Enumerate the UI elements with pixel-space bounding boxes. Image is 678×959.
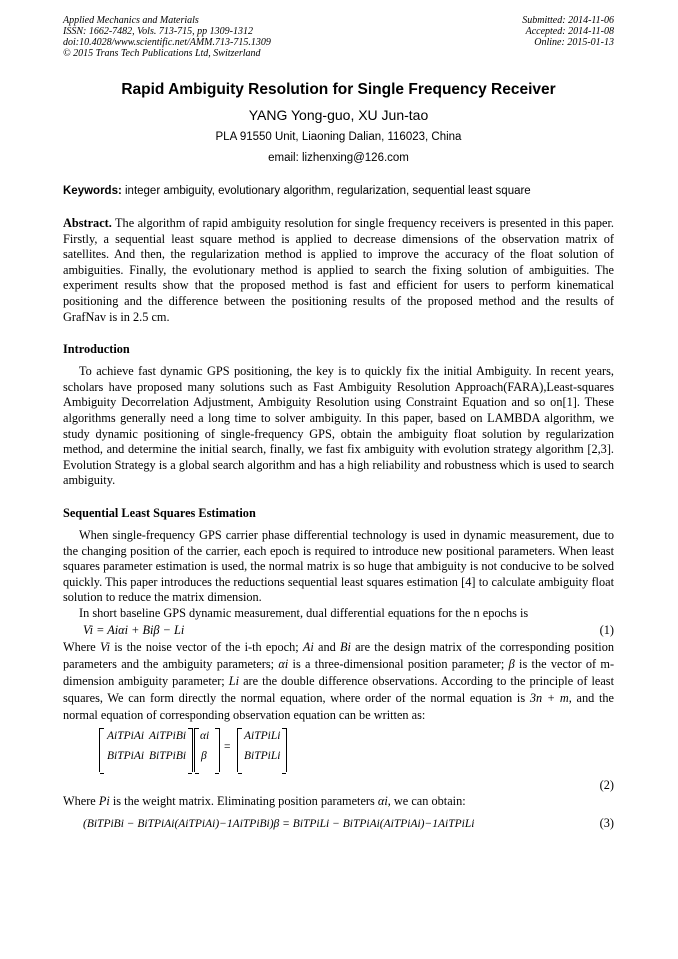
equation-1-number: (1) — [599, 623, 614, 638]
equation-3-body: (BiTPiBi − BiTPiAi(AiTPiAi)−1AiTPiBi)β = BiTPiLi − BiTPiAi(AiTPiAi)−1AiTPiLi — [83, 818, 475, 831]
submission-dates — [522, 15, 614, 48]
paper-title: Rapid Ambiguity Resolution for Single Frequency Receiver — [121, 81, 556, 98]
journal-info — [63, 15, 271, 59]
journal-issn: ISSN: 1662-7482, Vols. 713-715, pp 1309-1312 — [63, 26, 253, 37]
matrix-cell-11: AiTPiAi — [107, 730, 145, 743]
where-paragraph-1: Where Vi is the noise vector of the i-th epoch; Ai and Bi are the design matrix of the corresponding position parameters and the ambiguity parameters; αi is a three-dimensional position parameter; β is the vector of m-dimension ambiguity parameter; Li are the double difference observations. According to the principle of least squares, We can form directly the normal equation, where order of the normal equation is 3n + m, and the normal equation of corresponding observation equation can be written as: — [63, 640, 615, 723]
intro-heading: Introduction — [63, 342, 130, 357]
abstract-text: The algorithm of rapid ambiguity resolution for single frequency receivers is presented in this paper. Firstly, a sequential least square method is applied to decrease dimensions of the observation matrix of satellites. And then, the regularization method is applied to improve the accuracy of the float solution of ambiguities. Finally, the evolutionary method is applied to search the fixing solution of ambiguities. The experiment results show that the proposed method is fast and efficient for users to perform kinematical positioning and the difference between the positioning results of the proposed method and the results of GrafNav is in 2.5 cm. — [63, 216, 614, 324]
author-email: email: lizhenxing@126.com — [268, 152, 409, 164]
equation-1-body: Vi = Aiαi + Biβ − Li — [83, 623, 185, 638]
journal-name: Applied Mechanics and Materials — [63, 15, 199, 26]
journal-copyright: © 2015 Trans Tech Publications Ltd, Switzerland — [63, 48, 261, 59]
intro-paragraph: To achieve fast dynamic GPS positioning, the key is to quickly fix the initial Ambiguity. In recent years, scholars have proposed many solutions such as Fast Ambiguity Resolution Approach(FARA),Least-squares Ambiguity Decorrelation Adjustment, Ambiguity Resolution using Constraint Equation and so on[1]. These algorithms generally need a long time to solver ambiguity. In this paper, based on LAMBDA algorithm, we study dynamic positioning of single-frequency GPS, obtain the ambiguity float solution by regularization method, and determine the initial search, finally, we fast fix ambiguity with evolution strategy algorithm [2,3]. Evolution Strategy is a global search algorithm and has a high reliability and robustness which is used to search ambiguity. — [63, 364, 614, 488]
where-paragraph-2: Where Pi is the weight matrix. Eliminating position parameters αi, we can obtain: — [63, 794, 466, 809]
date-accepted: Accepted: 2014-11-08 — [525, 26, 614, 37]
date-online: Online: 2015-01-13 — [534, 37, 614, 48]
journal-doi: doi:10.4028/www.scientific.net/AMM.713-715.1309 — [63, 37, 271, 48]
rhs-cell-2: BiTPiLi — [244, 750, 281, 763]
matrix-cell-22: BiTPiBi — [149, 750, 187, 763]
keywords-label: Keywords: — [63, 185, 122, 197]
vector-cell-1: αi — [200, 730, 210, 743]
sls-heading: Sequential Least Squares Estimation — [63, 505, 256, 520]
sls-paragraph-2: In short baseline GPS dynamic measurement, dual differential equations for the n epochs is — [79, 605, 529, 620]
equation-2-number: (2) — [599, 778, 614, 793]
rhs-cell-1: AiTPiLi — [244, 730, 281, 743]
equation-2-matrix — [99, 726, 614, 778]
paper-content — [63, 80, 614, 832]
equals-sign: = — [224, 741, 231, 754]
keywords-text: integer ambiguity, evolutionary algorithm, regularization, sequential least square — [125, 185, 531, 197]
date-submitted: Submitted: 2014-11-06 — [522, 15, 614, 26]
matrix-cell-12: AiTPiBi — [149, 730, 187, 743]
equation-2 — [63, 778, 614, 794]
matrix-cell-21: BiTPiAi — [107, 750, 145, 763]
author-affiliation: PLA 91550 Unit, Liaoning Dalian, 116023, China — [215, 131, 462, 143]
vector-cell-2: β — [201, 750, 207, 763]
equation-3-number: (3) — [599, 816, 614, 831]
equation-1 — [63, 621, 614, 639]
paper-authors: YANG Yong-guo, XU Jun-tao — [248, 107, 429, 123]
keywords — [63, 184, 614, 199]
abstract — [63, 216, 614, 325]
abstract-label: Abstract. — [63, 216, 112, 230]
equation-3 — [63, 814, 614, 832]
sls-paragraph-1: When single-frequency GPS carrier phase differential technology is used in dynamic measurement, due to the changing position of the carrier, each epoch is required to introduce new positional parameters. When least squares parameter estimation is used, the normal matrix is so huge that ambiguity is not conducive to be solved quickly. This paper introduces the reductions sequential least squares estimation [4] to calculate ambiguity float solution to reduce the matrix dimension. — [63, 527, 614, 605]
